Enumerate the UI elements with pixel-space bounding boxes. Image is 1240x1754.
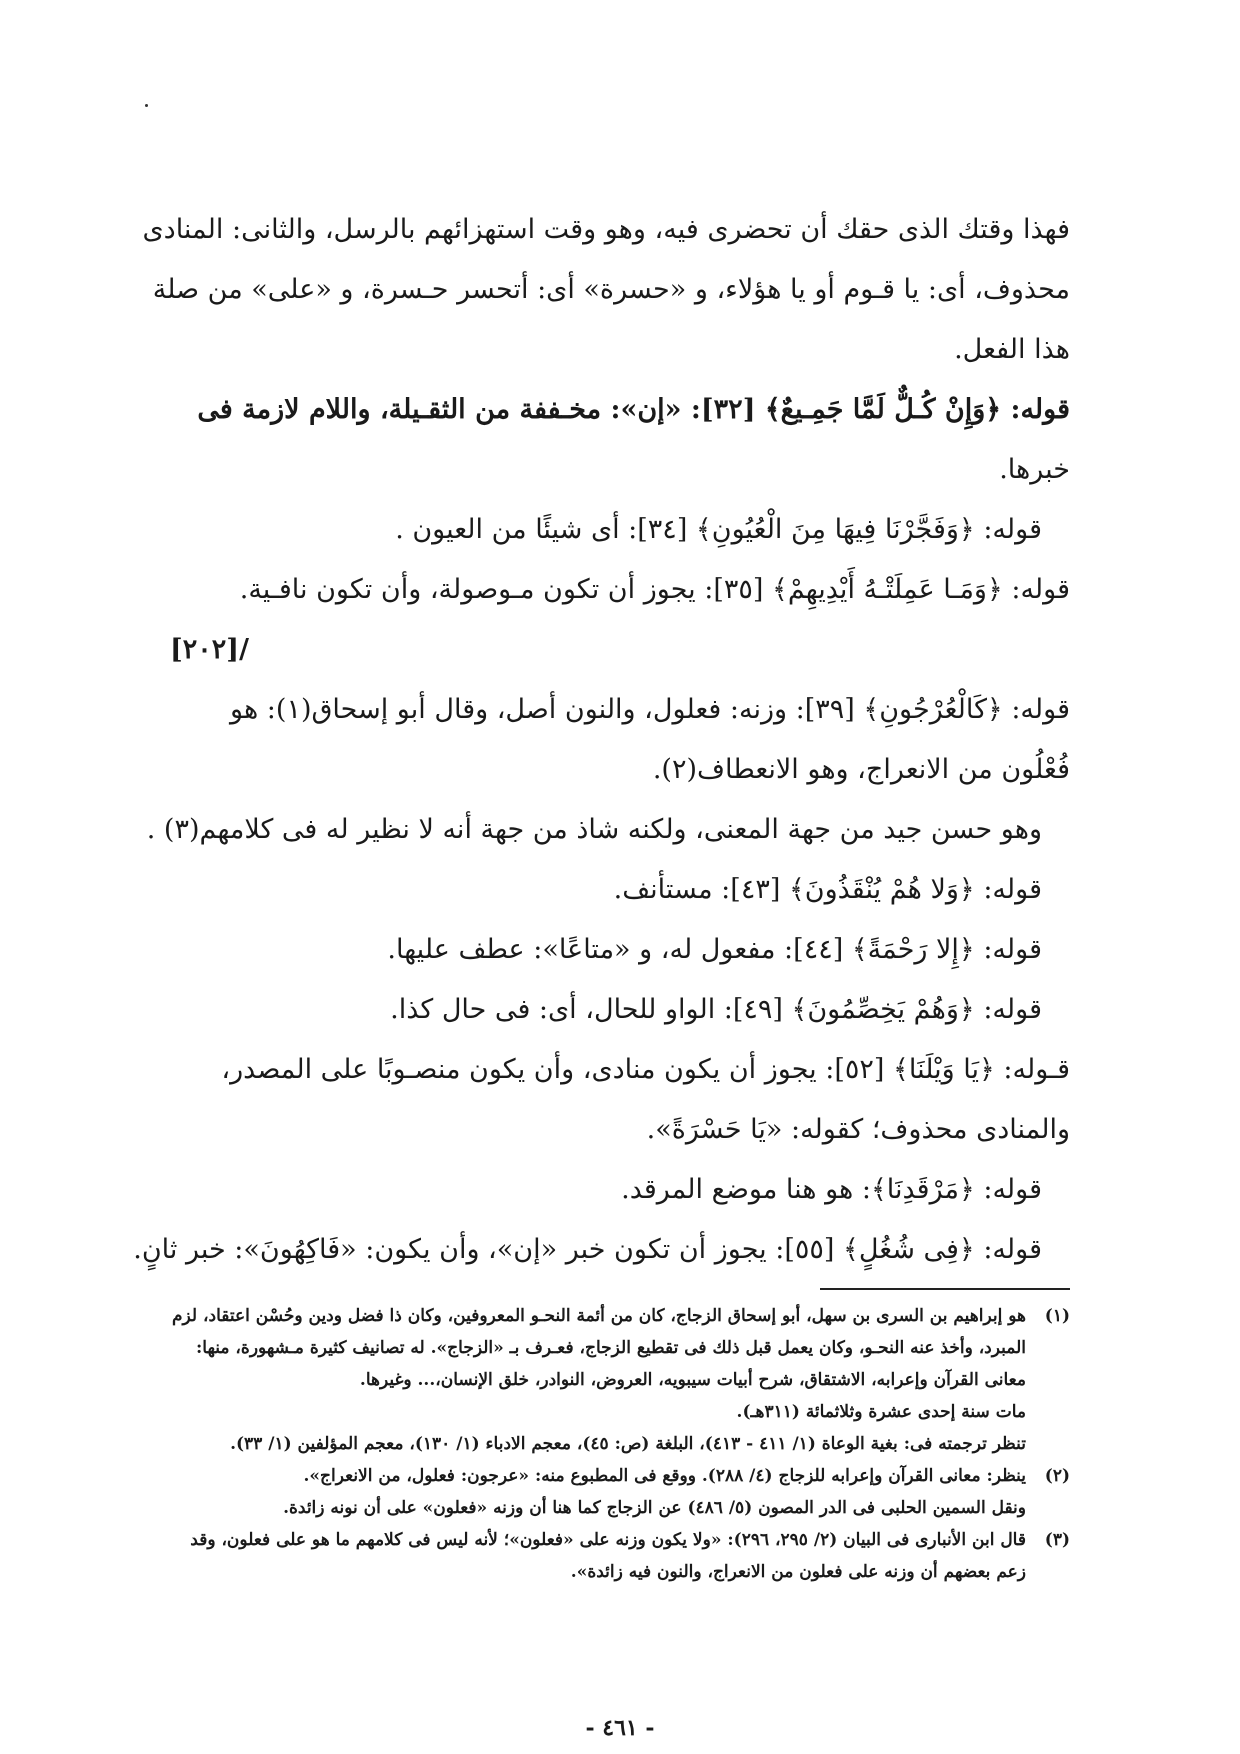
page-reference: /[٢٠٢] — [170, 634, 249, 665]
text-line-13: قوله: ﴿إِلا رَحْمَةً﴾ [٤٤]: مفعول له، و «متاعًا»: عطف عليها. — [387, 934, 1042, 965]
footnote-number: (٣) — [1044, 1530, 1070, 1550]
footnote-line: معانى القرآن وإعرابه، الاشتقاق، شرح أبيات سيبويه، العروض، النوادر، خلق الإنسان،... وغيرها. — [359, 1370, 1026, 1390]
footnote-line: تنظر ترجمته فى: بغية الوعاة (١/ ٤١١ - ٤١٣)، البلغة (ص: ٤٥)، معجم الادباء (١/ ١٣٠)، معجم المؤلفين (١/ ٣٣). — [230, 1434, 1026, 1454]
footnote-line: المبرد، وأخذ عنه النحـو، وكان يعمل قبل ذلك فى تقطيع الزجاج، فعـرف بـ «الزجاج». له تصانيف كثيرة مـشهورة، منها: — [195, 1338, 1026, 1358]
footnote-line: ونقل السمين الحلبى فى الدر المصون (٥/ ٤٨٦) عن الزجاج كما هنا أن وزنه «فعلون» على أن نونه زائدة. — [283, 1498, 1026, 1518]
text-line-11: وهو حسن جيد من جهة المعنى، ولكنه شاذ من جهة أنه لا نظير له فى كلامهم(٣) . — [146, 814, 1042, 845]
text-line-12: قوله: ﴿وَلا هُمْ يُنْقَذُونَ﴾ [٤٣]: مستأنف. — [613, 874, 1042, 905]
footnote-line: ينظر: معانى القرآن وإعرابه للزجاج (٤/ ٢٨٨). ووقع فى المطبوع منه: «عرجون: فعلول، من الانعراج». — [303, 1466, 1026, 1486]
text-line-17: قوله: ﴿مَرْقَدِنَا﴾: هو هنا موضع المرقد. — [621, 1174, 1042, 1205]
text-line-14: قوله: ﴿وَهُمْ يَخِصِّمُونَ﴾ [٤٩]: الواو للحال، أى: فى حال كذا. — [390, 994, 1042, 1025]
text-line-1: فهذا وقتك الذى حقك أن تحضرى فيه، وهو وقت استهزائهم بالرسل، والثانى: المنادى — [142, 214, 1070, 245]
footnotes — [170, 1300, 1070, 1588]
footnote-2 — [170, 1460, 1070, 1524]
text-line-6: قوله: ﴿وَفَجَّرْنَا فِيهَا مِنَ الْعُيُونِ﴾ [٣٤]: أى شيئًا من العيون . — [395, 514, 1042, 545]
text-line-3: هذا الفعل. — [954, 334, 1070, 365]
text-line-10: فُعْلُون من الانعراج، وهو الانعطاف(٢). — [652, 754, 1070, 785]
footnote-separator — [820, 1288, 1070, 1290]
page-number: - ٤٦١ - — [585, 1715, 655, 1741]
footnote-line: زعم بعضهم أن وزنه على فعلون من الانعراج، والنون فيه زائدة». — [570, 1562, 1026, 1582]
text-line-7: قوله: ﴿وَمَـا عَمِلَتْـهُ أَيْدِيهِمْ﴾ [٣٥]: يجوز أن تكون مـوصولة، وأن تكون نافـية. — [239, 574, 1070, 605]
text-line-2: محذوف، أى: يا قـوم أو يا هؤلاء، و «حسرة» أى: أتحسر حـسرة، و «على» من صلة — [152, 274, 1070, 305]
footnote-line: قال ابن الأنبارى فى البيان (٢/ ٢٩٥، ٢٩٦): «ولا يكون وزنه على «فعلون»؛ لأنه ليس فى كلامهم ما هو على فعلون، وقد — [190, 1530, 1026, 1550]
text-line-16: والمنادى محذوف؛ كقوله: «يَا حَسْرَةً». — [646, 1114, 1070, 1145]
footnote-line: مات سنة إحدى عشرة وثلاثمائة (٣١١هـ). — [736, 1402, 1026, 1422]
footnote-1 — [170, 1300, 1070, 1460]
main-text — [133, 200, 1070, 1280]
text-line-15: قـوله: ﴿يَا وَيْلَنَا﴾ [٥٢]: يجوز أن يكون منادى، وأن يكون منصـوبًا على المصدر، — [221, 1054, 1070, 1085]
speck — [145, 104, 148, 107]
text-line-9: قوله: ﴿كَالْعُرْجُونِ﴾ [٣٩]: وزنه: فعلول، والنون أصل، وقال أبو إسحاق(١): هو — [230, 694, 1070, 725]
footnote-3 — [170, 1524, 1070, 1588]
text-line-18: قوله: ﴿فِى شُغُلٍ﴾ [٥٥]: يجوز أن تكون خبر «إن»، وأن يكون: «فَاكِهُونَ»: خبر ثانٍ. — [133, 1234, 1042, 1265]
footnote-number: (٢) — [1044, 1466, 1070, 1486]
text-line-5: خبرها. — [999, 454, 1070, 485]
footnote-line: هو إبراهيم بن السرى بن سهل، أبو إسحاق الزجاج، كان من أئمة النحـو المعروفين، وكان ذا فضل ودين وحُسْن اعتقاد، لزم — [172, 1306, 1026, 1326]
text-line-4: قوله: ﴿وَإِنْ كُـلٌّ لَمَّا جَمِـيعٌ﴾ [٣٢]: «إن»: مخـففة من الثقـيلة، واللام لازمة فى — [197, 394, 1070, 425]
footnote-number: (١) — [1044, 1306, 1070, 1326]
